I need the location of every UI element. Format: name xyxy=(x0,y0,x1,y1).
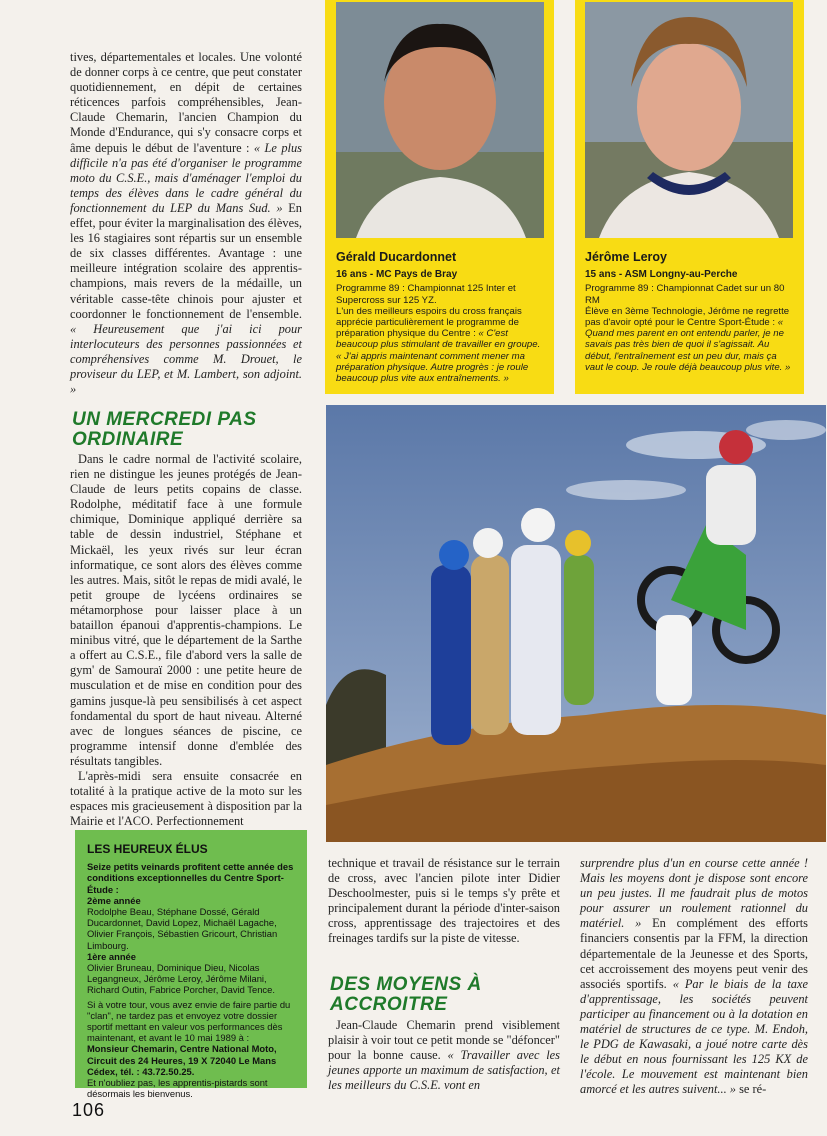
info-box-intro: Seize petits veinards profitent cette année des conditions exceptionnelles du Centre Sport-Étude : xyxy=(87,861,294,895)
profile-name: Gérald Ducardonnet xyxy=(336,250,457,264)
portrait-photo xyxy=(585,2,793,238)
profile-programme: Programme 89 : Championnat Cadet sur un 80 RM xyxy=(585,283,785,306)
profile-age: 16 ans - MC Pays de Bray xyxy=(336,269,458,281)
profile-name: Jérôme Leroy xyxy=(585,250,667,264)
quote: « Travailler avec les jeunes apporte un maximum de satisfaction, et les meilleurs du C.S.E. vont en xyxy=(328,1048,561,1093)
year-label: 2ème année xyxy=(87,894,141,906)
profile-programme: Programme 89 : Championnat 125 Inter et Supercross sur 125 YZ. xyxy=(336,283,516,306)
paragraph: Dans le cadre normal de l'activité scolaire, rien ne distingue les jeunes protégés de Jean-Claude de leurs petits copains de classe. Rodolphe, méditatif face à une formule chimique, Dominique appliqué derrière sa table de dessin industriel, Stéphane et Mickaël, les yeux rivés sur leur écran informatique, ce sont alors des élèves comme les autres. Mais, sitôt le repas de midi avalé, le petit groupe de lycéens ordinaires se métamorphose pour laisser place à un bataillon épanoui d'apprentis-champions. Le minibus vitré, que le département de la Sarthe a offert au C.S.E., file d'abord vers la salle de gym' de Samouraï 2000 : une petite heure de musculation et de mise en condition pour des gamins jusque-là peu sensibilisés à cet aspect fondamental du sport de haut niveau. Alterné avec de longues séances de piscine, ce programme intensif donne d'emblée des résultats tangibles. xyxy=(70,452,302,768)
left-column-top xyxy=(70,50,302,397)
quote: « Heureusement que j'ai ici pour interlocuteurs des personnes passionnées et compréhensives comme M. Drouet, le proviseur du LEP, et M. Lambert, son adjoint. » xyxy=(70,321,302,397)
paragraph: Jean-Claude Chemarin prend visiblement plaisir à voir tout ce petit monde se "défoncer" pour la bonne cause. xyxy=(328,1018,560,1063)
page-number: 106 xyxy=(72,1100,106,1120)
info-box-title: LES HEUREUX ÉLUS xyxy=(87,842,208,856)
profile-card xyxy=(325,0,554,394)
profile-caption xyxy=(336,252,544,384)
profile-text: L'un des meilleurs espoirs du cross français apprécie particulièrement le programme de préparation physique du Centre : xyxy=(336,305,522,340)
year-names: Olivier Bruneau, Dominique Dieu, Nicolas Legangneux, Jérôme Leroy, Jérôme Milani, Richard Outin, Fabrice Porcher, David Tence. xyxy=(87,962,275,996)
motocross-scene-image xyxy=(326,405,826,842)
portrait-image xyxy=(585,2,793,238)
profile-caption xyxy=(585,252,795,373)
address: Monsieur Chemarin, Centre National Moto, Circuit des 24 Heures, 19 X 72040 Le Mans Cédex, tél. : 43.72.50.25. xyxy=(87,1043,277,1077)
section-heading: DES MOYENS À ACCROITRE xyxy=(330,974,482,1015)
left-column-body xyxy=(70,452,302,829)
section-heading: UN MERCREDI PAS ORDINAIRE xyxy=(72,409,257,450)
profile-quote: « C'est beaucoup plus stimulant de travailler en groupe. « J'ai appris maintenant comment mener ma préparation physique. Autre progrès : je roule beaucoup plus vite aux entraînements. » xyxy=(336,328,541,385)
closing-note: Et n'oubliez pas, les apprentis-pistards sont désormais les bienvenus. xyxy=(87,1077,268,1100)
profile-text: Élève en 3ème Technologie, Jérôme ne regrette pas d'avoir opté pour le Centre Sport-Étude : xyxy=(585,305,790,329)
middle-column-end xyxy=(328,1018,560,1093)
profile-card xyxy=(575,0,804,394)
paragraph: tives, départementales et locales. Une volonté de donner corps à ce centre, que peut constater quotidiennement, en dépit de certaines réticences parfois compréhensibles, Jean-Claude Chemarin, l'ancien Champion du Monde d'Endurance, qui s'y consacre corps et âme depuis le début de l'aventure : xyxy=(70,50,302,155)
portrait-image xyxy=(336,2,544,238)
paragraph: En complément des efforts financiers consentis par la FFM, la direction départementale de la Jeunesse et des Sports, cet accroissement des moyens peut venir des associés sportifs. xyxy=(580,916,809,991)
quote: « Par le biais de la taxe d'apprentissage, les sociétés peuvent participer au financement ou à la dotation en matériel de structures de ce type. M. Endoh, le PDG de Kawasaki, a joué notre carte dès le début en nous fournissant les 125 KX de l'école. Le mouvement est maintenant bien amorcé et les autres suivent... » xyxy=(580,976,808,1097)
portrait-photo xyxy=(336,2,544,238)
middle-column-bottom xyxy=(328,856,560,947)
quote: « Le plus difficile n'a pas été d'organiser le programme moto du C.S.E., mais d'aménager l'emploi du temps des élèves dans le cadre général du fonctionnement du LEP du Mans Sud. » xyxy=(70,140,302,215)
profile-quote: « Quand mes parent en ont entendu parler, je ne savais pas très bien de quoi il s'agissait. Au début, l'entraînement est un peu dur, mais ça vaut le coup. Je roule déjà beaucoup plus vite. » xyxy=(585,317,791,373)
paragraph: se ré- xyxy=(739,1082,767,1097)
paragraph: En effet, pour éviter la marginalisation des élèves, les 16 stagiaires sont répartis sur un ensemble de six classes différentes. Avantage : une meilleure intégration scolaire des apprentis-champions, mais revers de la médaille, un véritable casse-tête chinois pour ajuster et coordonner le fonctionnement de l'ensemble. xyxy=(70,200,302,321)
year-label: 1ère année xyxy=(87,950,136,962)
paragraph: L'après-midi sera ensuite consacrée en totalité à la pratique active de la moto sur les espaces mis gracieusement à disposition par la Mairie et l'ACO. Perfectionnement xyxy=(70,768,302,829)
right-column-bottom xyxy=(580,856,808,1098)
call-to-action: Si à votre tour, vous avez envie de faire partie du "clan", ne tardez pas et envoyez votre dossier sportif mettant en valeur vos performances dès maintenant, et avant le 10 mai 1989 à : xyxy=(87,998,291,1044)
profile-age: 15 ans - ASM Longny-au-Perche xyxy=(585,269,738,281)
quote: surprendre plus d'un en course cette année ! Mais les moyens dont je dispose sont encore un peu justes. Il me faudrait plus de motos pour assurer un roulement rationnel du matériel. » xyxy=(580,856,808,931)
year-names: Rodolphe Beau, Stéphane Dossé, Gérald Ducardonnet, David Lopez, Michaël Lagache, Olivier François, Sébastien Gricourt, Christian Limbourg. xyxy=(87,906,278,951)
motocross-photo xyxy=(326,405,826,842)
paragraph: technique et travail de résistance sur le terrain de cross, avec l'ancien pilote inter Didier Deschoolmester, puis si le temps s'y prête et principalement durant la période d'inter-saison cross, apprentissage des trajectoires et des freinages tardifs sur la piste de vitesse. xyxy=(328,856,560,946)
info-box xyxy=(75,830,307,1100)
